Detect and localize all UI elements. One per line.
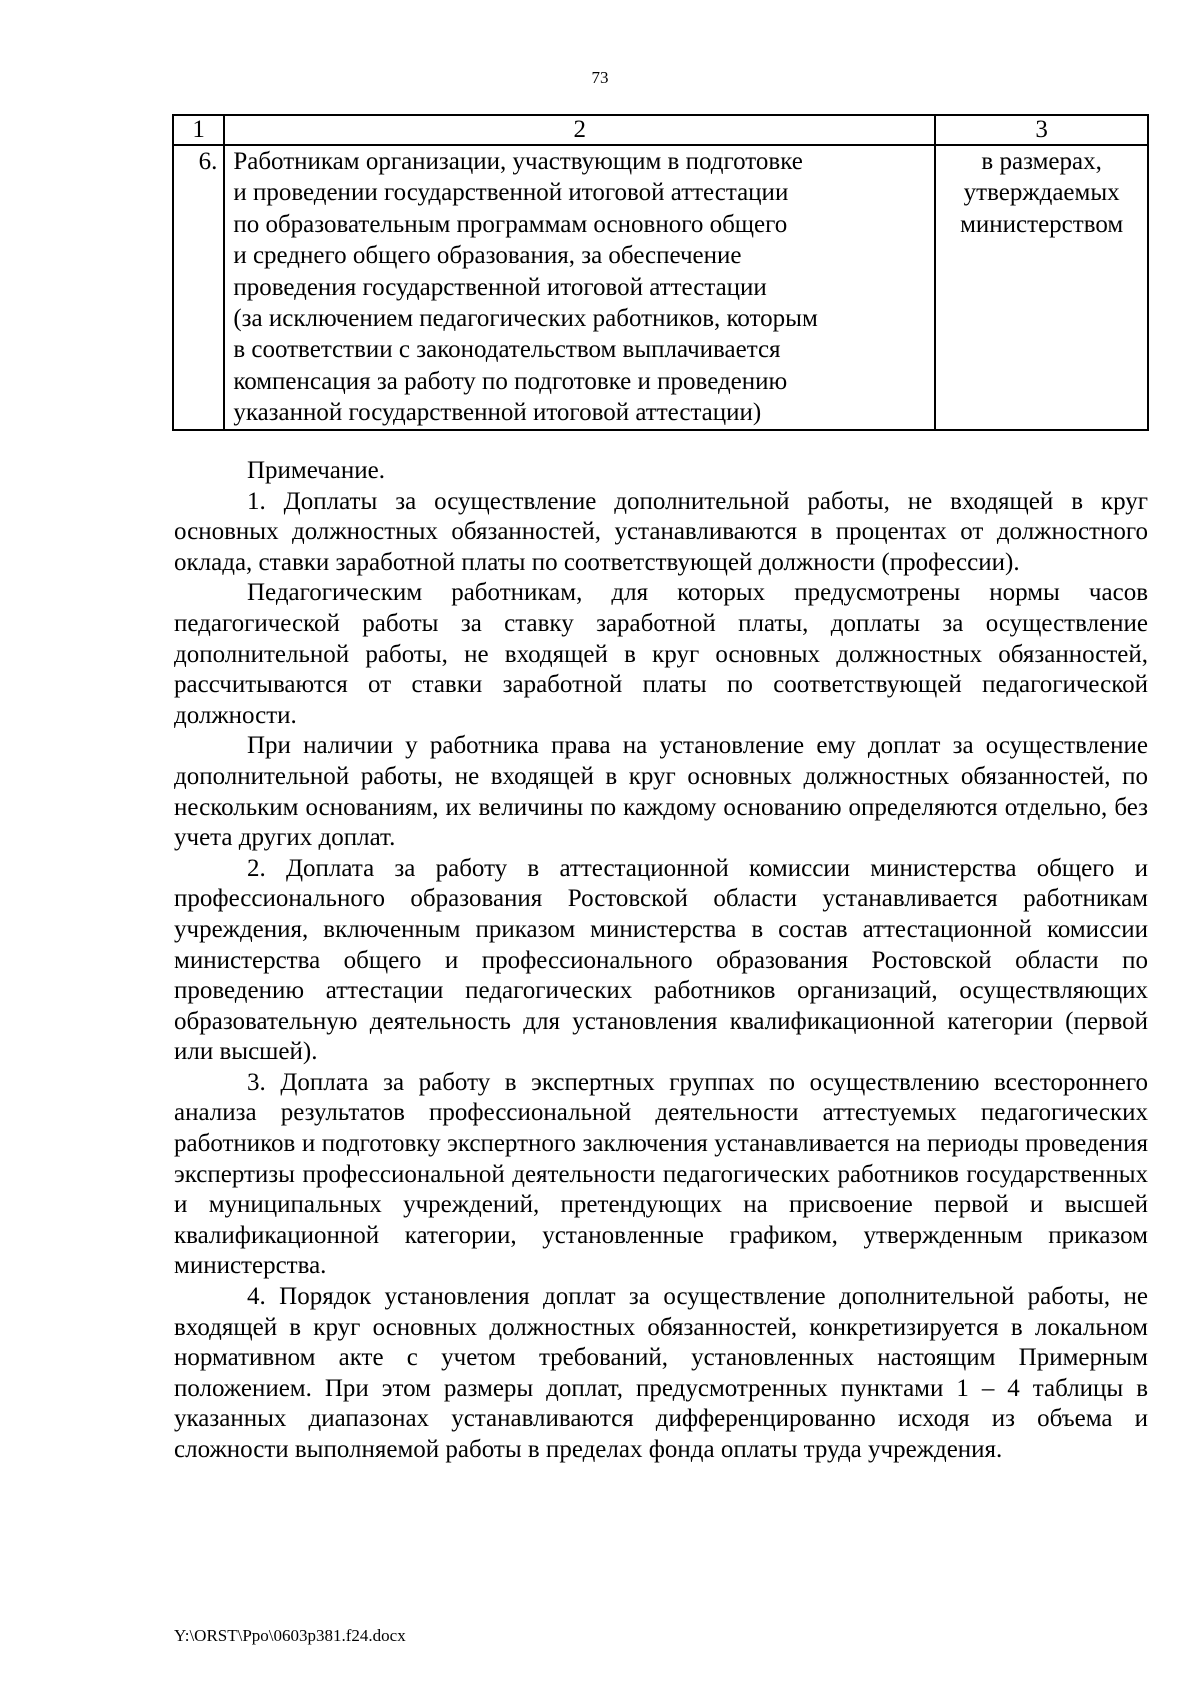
description-line: проведения государственной итоговой аттестации [233, 273, 767, 301]
description-line: и проведении государственной итоговой аттестации [233, 179, 789, 207]
amount-line: в размерах, [981, 148, 1102, 175]
note-paragraph: 1. Доплаты за осуществление дополнительной работы, не входящей в круг основных должностных обязанностей, устанавливаются в процентах от должностного оклада, ставки заработной платы по соответствующей должности (профессии). [174, 487, 1148, 576]
description-line: по образовательным программам основного общего [233, 210, 788, 238]
header-cell-2: 2 [224, 115, 935, 145]
header-cell-3: 3 [935, 115, 1148, 145]
description-line: указанной государственной итоговой аттестации) [233, 399, 762, 427]
page-number: 73 [591, 68, 609, 87]
table-row [173, 145, 1148, 430]
amount-line: утверждаемых [963, 179, 1120, 207]
description-line: (за исключением педагогических работников, которым [233, 305, 818, 333]
note-paragraph: 3. Доплата за работу в экспертных группах по осуществлению всестороннего анализа результатов профессиональной деятельности аттестуемых педагогических работников и подготовку экспертного заключения устанавливается на периоды проведения экспертизы профессиональной деятельности педагогических работников государственных и муниципальных учреждений, претендующих на присвоение первой и высшей квалификационной категории, установленные графиком, утвержденным приказом министерства. [174, 1068, 1148, 1280]
header-cell-1: 1 [173, 115, 224, 145]
description-line: Работникам организации, участвующим в подготовке [233, 148, 803, 175]
footer-file-path: Y:\ORST\Ppo\0603p381.f24.docx [174, 1626, 406, 1645]
amount-line: министерством [960, 210, 1124, 238]
table-header-row [173, 115, 1148, 145]
note-section [174, 456, 1148, 1466]
payments-table [172, 114, 1149, 431]
note-title: Примечание. [247, 457, 386, 484]
description-line: в соответствии с законодательством выплачивается [233, 336, 781, 364]
row-number-cell: 6. [173, 145, 224, 430]
row-description-cell [224, 145, 935, 430]
row-amount-cell [935, 145, 1148, 430]
note-paragraph: 2. Доплата за работу в аттестационной комиссии министерства общего и профессионального образования Ростовской области устанавливается работникам учреждения, включенным приказом министерства в состав аттестационной комиссии министерства общего и профессионального образования Ростовской области по проведению аттестации педагогических работников организаций, осуществляющих образовательную деятельность для установления квалификационной категории (первой или высшей). [174, 854, 1148, 1066]
note-paragraph: Педагогическим работникам, для которых предусмотрены нормы часов педагогической работы за ставку заработной платы, доплаты за осуществление дополнительной работы, не входящей в круг основных должностных обязанностей, рассчитываются от ставки заработной платы по соответствующей педагогической должности. [174, 579, 1148, 729]
description-line: компенсация за работу по подготовке и проведению [233, 367, 788, 395]
description-line: и среднего общего образования, за обеспечение [233, 242, 742, 270]
note-paragraph: При наличии у работника права на установление ему доплат за осуществление дополнительной работы, не входящей в круг основных должностных обязанностей, по нескольким основаниям, их величины по каждому основанию определяются отдельно, без учета других доплат. [174, 732, 1148, 852]
note-paragraph: 4. Порядок установления доплат за осуществление дополнительной работы, не входящей в круг основных должностных обязанностей, конкретизируется в локальном нормативном акте с учетом требований, установленных настоящим Примерным положением. При этом размеры доплат, предусмотренных пунктами 1 – 4 таблицы в указанных диапазонах устанавливаются дифференцированно исходя из объема и сложности выполняемой работы в пределах фонда оплаты труда учреждения. [174, 1283, 1148, 1463]
